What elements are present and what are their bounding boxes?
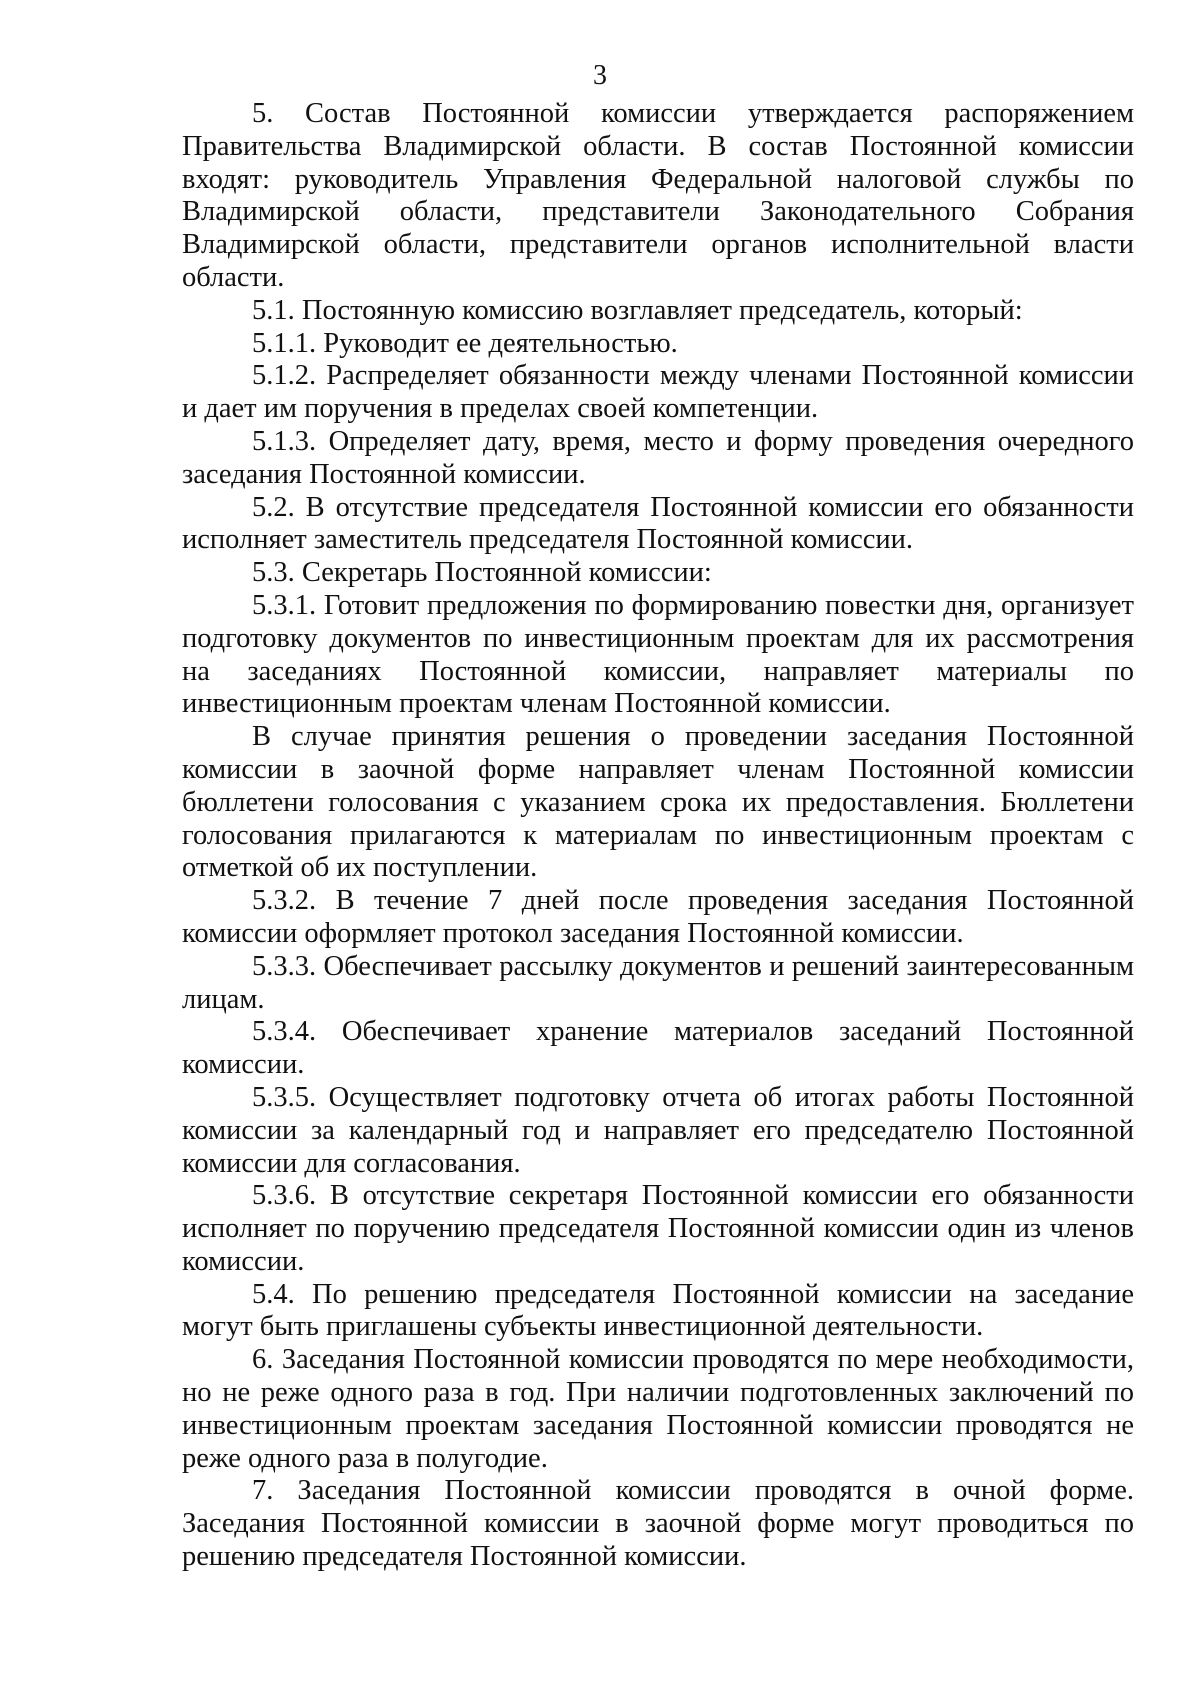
paragraph-7: 7. Заседания Постоянной комиссии проводятся в очной форме. Заседания Постоянной комиссии в заочной форме могут проводиться по решению председателя Постоянной комиссии. bbox=[182, 1475, 1134, 1573]
paragraph-5-3-6: 5.3.6. В отсутствие секретаря Постоянной комиссии его обязанности исполняет по поручению председателя Постоянной комиссии один из членов комиссии. bbox=[182, 1180, 1134, 1277]
paragraph-5-1-3: 5.1.3. Определяет дату, время, место и форму проведения очередного заседания Постоянной комиссии. bbox=[182, 425, 1134, 490]
paragraph-5: 5. Состав Постоянной комиссии утверждается распоряжением Правительства Владимирской области. В состав Постоянной комиссии входят: руководитель Управления Федеральной налоговой службы по Владимирской области, представители Законодательного Собрания Владимирской области, представители органов исполнительной власти области. bbox=[182, 98, 1134, 293]
paragraph-6: 6. Заседания Постоянной комиссии проводятся по мере необходимости, но не реже одного раза в год. При наличии подготовленных заключений по инвестиционным проектам заседания Постоянной комиссии проводятся не реже одного раза в полугодие. bbox=[182, 1344, 1134, 1474]
paragraph-5-1: 5.1. Постоянную комиссию возглавляет председатель, который: bbox=[252, 294, 1023, 326]
paragraph-ballots: В случае принятия решения о проведении заседания Постоянной комиссии в заочной форме направляет членам Постоянной комиссии бюллетени голосования с указанием срока их предоставления. Бюллетени голосования прилагаются к материалам по инвестиционным проектам с отметкой об их поступлении. bbox=[182, 721, 1134, 884]
paragraph-5-3-3: 5.3.3. Обеспечивает рассылку документов и решений заинтересованным лицам. bbox=[182, 950, 1134, 1015]
paragraph-5-3-4: 5.3.4. Обеспечивает хранение материалов заседаний Постоянной комиссии. bbox=[182, 1016, 1134, 1081]
paragraph-5-3-1: 5.3.1. Готовит предложения по формированию повестки дня, организует подготовку документов по инвестиционным проектам для их рассмотрения на заседаниях Постоянной комиссии, направляет материалы по инвестиционным проектам членам Постоянной комиссии. bbox=[182, 589, 1134, 720]
paragraph-5-3: 5.3. Секретарь Постоянной комиссии: bbox=[252, 557, 712, 589]
paragraph-5-2: 5.2. В отсутствие председателя Постоянной комиссии его обязанности исполняет заместитель председателя Постоянной комиссии. bbox=[182, 491, 1134, 556]
paragraph-5-3-2: 5.3.2. В течение 7 дней после проведения заседания Постоянной комиссии оформляет протокол заседания Постоянной комиссии. bbox=[182, 885, 1134, 949]
paragraph-5-4: 5.4. По решению председателя Постоянной комиссии на заседание могут быть приглашены субъекты инвестиционной деятельности. bbox=[182, 1278, 1134, 1343]
document-body bbox=[182, 98, 1134, 1574]
page-number: 3 bbox=[593, 60, 607, 91]
paragraph-5-1-2: 5.1.2. Распределяет обязанности между членами Постоянной комиссии и дает им поручения в пределах своей компетенции. bbox=[182, 360, 1134, 425]
paragraph-5-1-1: 5.1.1. Руководит ее деятельностью. bbox=[252, 327, 678, 359]
paragraph-5-3-5: 5.3.5. Осуществляет подготовку отчета об итогах работы Постоянной комиссии за календарный год и направляет его председателю Постоянной комиссии для согласования. bbox=[182, 1081, 1134, 1179]
